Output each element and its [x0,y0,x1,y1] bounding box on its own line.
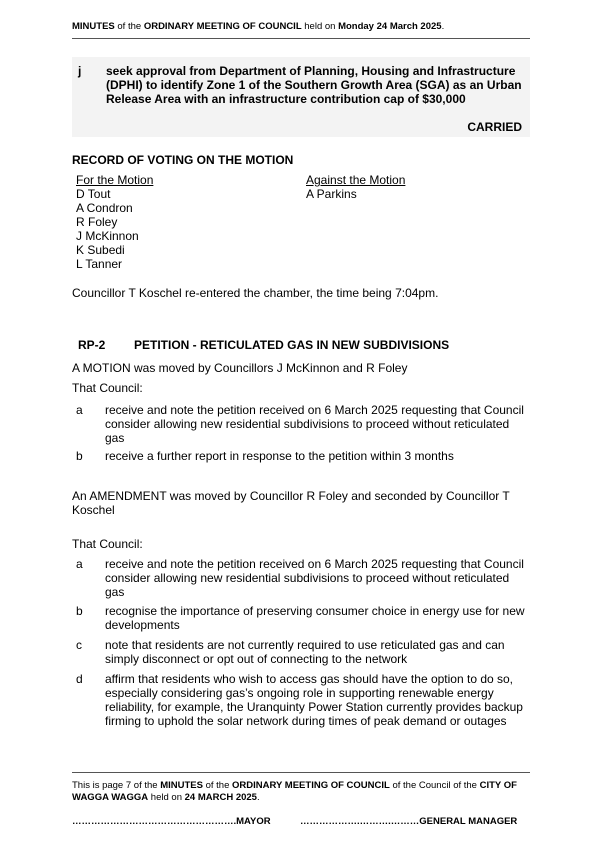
general-manager-signature-line: ……………….……….………GENERAL MANAGER [300,816,518,827]
voter-name: L Tanner [76,257,123,271]
header-minutes: MINUTES [72,21,115,32]
footer-of: of the [202,780,233,791]
header-rule [72,38,530,39]
footer-page-text: This is page 7 of the [72,780,161,791]
item-text: note that residents are not currently required to use reticulated gas and can simply disconnect or opt out of connecting to the network [105,638,505,666]
votes-for-heading: For the Motion [76,173,154,187]
item-letter: b [76,604,83,618]
footer-meeting: ORDINARY MEETING OF COUNCIL [232,780,390,791]
section-number: RP-2 [78,338,106,352]
voter-name: A Condron [76,201,133,215]
voter-name: J McKinnon [76,229,139,243]
section-heading [78,338,449,352]
item-text: affirm that residents who wish to access gas should have the option to do so, especially considering gas’s ongoing role in supporting renewable energy reliability, for example, the Uranquinty Power Station currently provides backup firming to uphold the solar network during times of peak demand or outages [105,672,523,728]
footer-date: 24 MARCH 2025 [184,792,257,803]
item-letter: j [78,64,82,78]
footer-period: . [256,792,260,803]
votes-against-column [306,173,405,201]
header-held-on: held on [301,21,339,32]
voting-record-title: RECORD OF VOTING ON THE MOTION [72,153,294,167]
motion-intro: A MOTION was moved by Councillors J McKinnon and R Foley [72,361,408,375]
voter-name: D Tout [76,187,111,201]
carried-label: CARRIED [467,120,522,134]
that-council-label: That Council: [72,537,143,551]
item-letter: d [76,672,83,686]
section-title: PETITION - RETICULATED GAS IN NEW SUBDIVISIONS [134,338,450,352]
item-text: receive and note the petition received on 6 March 2025 requesting that Council consider allowing new residential subdivisions to proceed without reticulated gas [105,557,524,599]
that-council-label: That Council: [72,381,143,395]
item-letter: c [76,638,82,652]
page-footer [72,780,530,804]
mayor-signature-line: …………………………………………….MAYOR [72,816,271,827]
chamber-note: Councillor T Koschel re-entered the chamber, the time being 7:04pm. [72,286,439,300]
footer-minutes: MINUTES [160,780,203,791]
header-period: . [441,21,445,32]
footer-city: CITY OF WAGGA WAGGA [72,780,517,803]
page-header [72,21,530,33]
amendment-intro: An AMENDMENT was moved by Councillor R Foley and seconded by Councillor T Koschel [72,489,510,517]
footer-council-of: of the Council of the [389,780,480,791]
votes-for-column [76,173,153,271]
votes-against-heading: Against the Motion [306,173,406,187]
item-text: receive and note the petition received on 6 March 2025 requesting that Council consider allowing new residential subdivisions to proceed without reticulated gas [105,403,524,445]
voter-name: A Parkins [306,187,357,201]
item-text: seek approval from Department of Planning, Housing and Infrastructure (DPHI) to identify Zone 1 of the Southern Growth Area (SGA) as an Urban Release Area with an infrastructure contribution cap of $30,000 [106,64,522,106]
item-text: recognise the importance of preserving consumer choice in energy use for new developments [105,604,525,632]
footer-rule [72,772,530,773]
header-date: Monday 24 March 2025 [338,21,442,32]
item-letter: b [76,449,83,463]
resolution-item-j [72,57,530,137]
voter-name: K Subedi [76,243,125,257]
item-letter: a [76,403,83,417]
footer-held-on: held on [148,792,185,803]
header-meeting: ORDINARY MEETING OF COUNCIL [143,21,302,32]
item-letter: a [76,557,83,571]
item-text: receive a further report in response to the petition within 3 months [105,449,454,463]
header-of: of the [114,21,144,32]
voter-name: R Foley [76,215,118,229]
